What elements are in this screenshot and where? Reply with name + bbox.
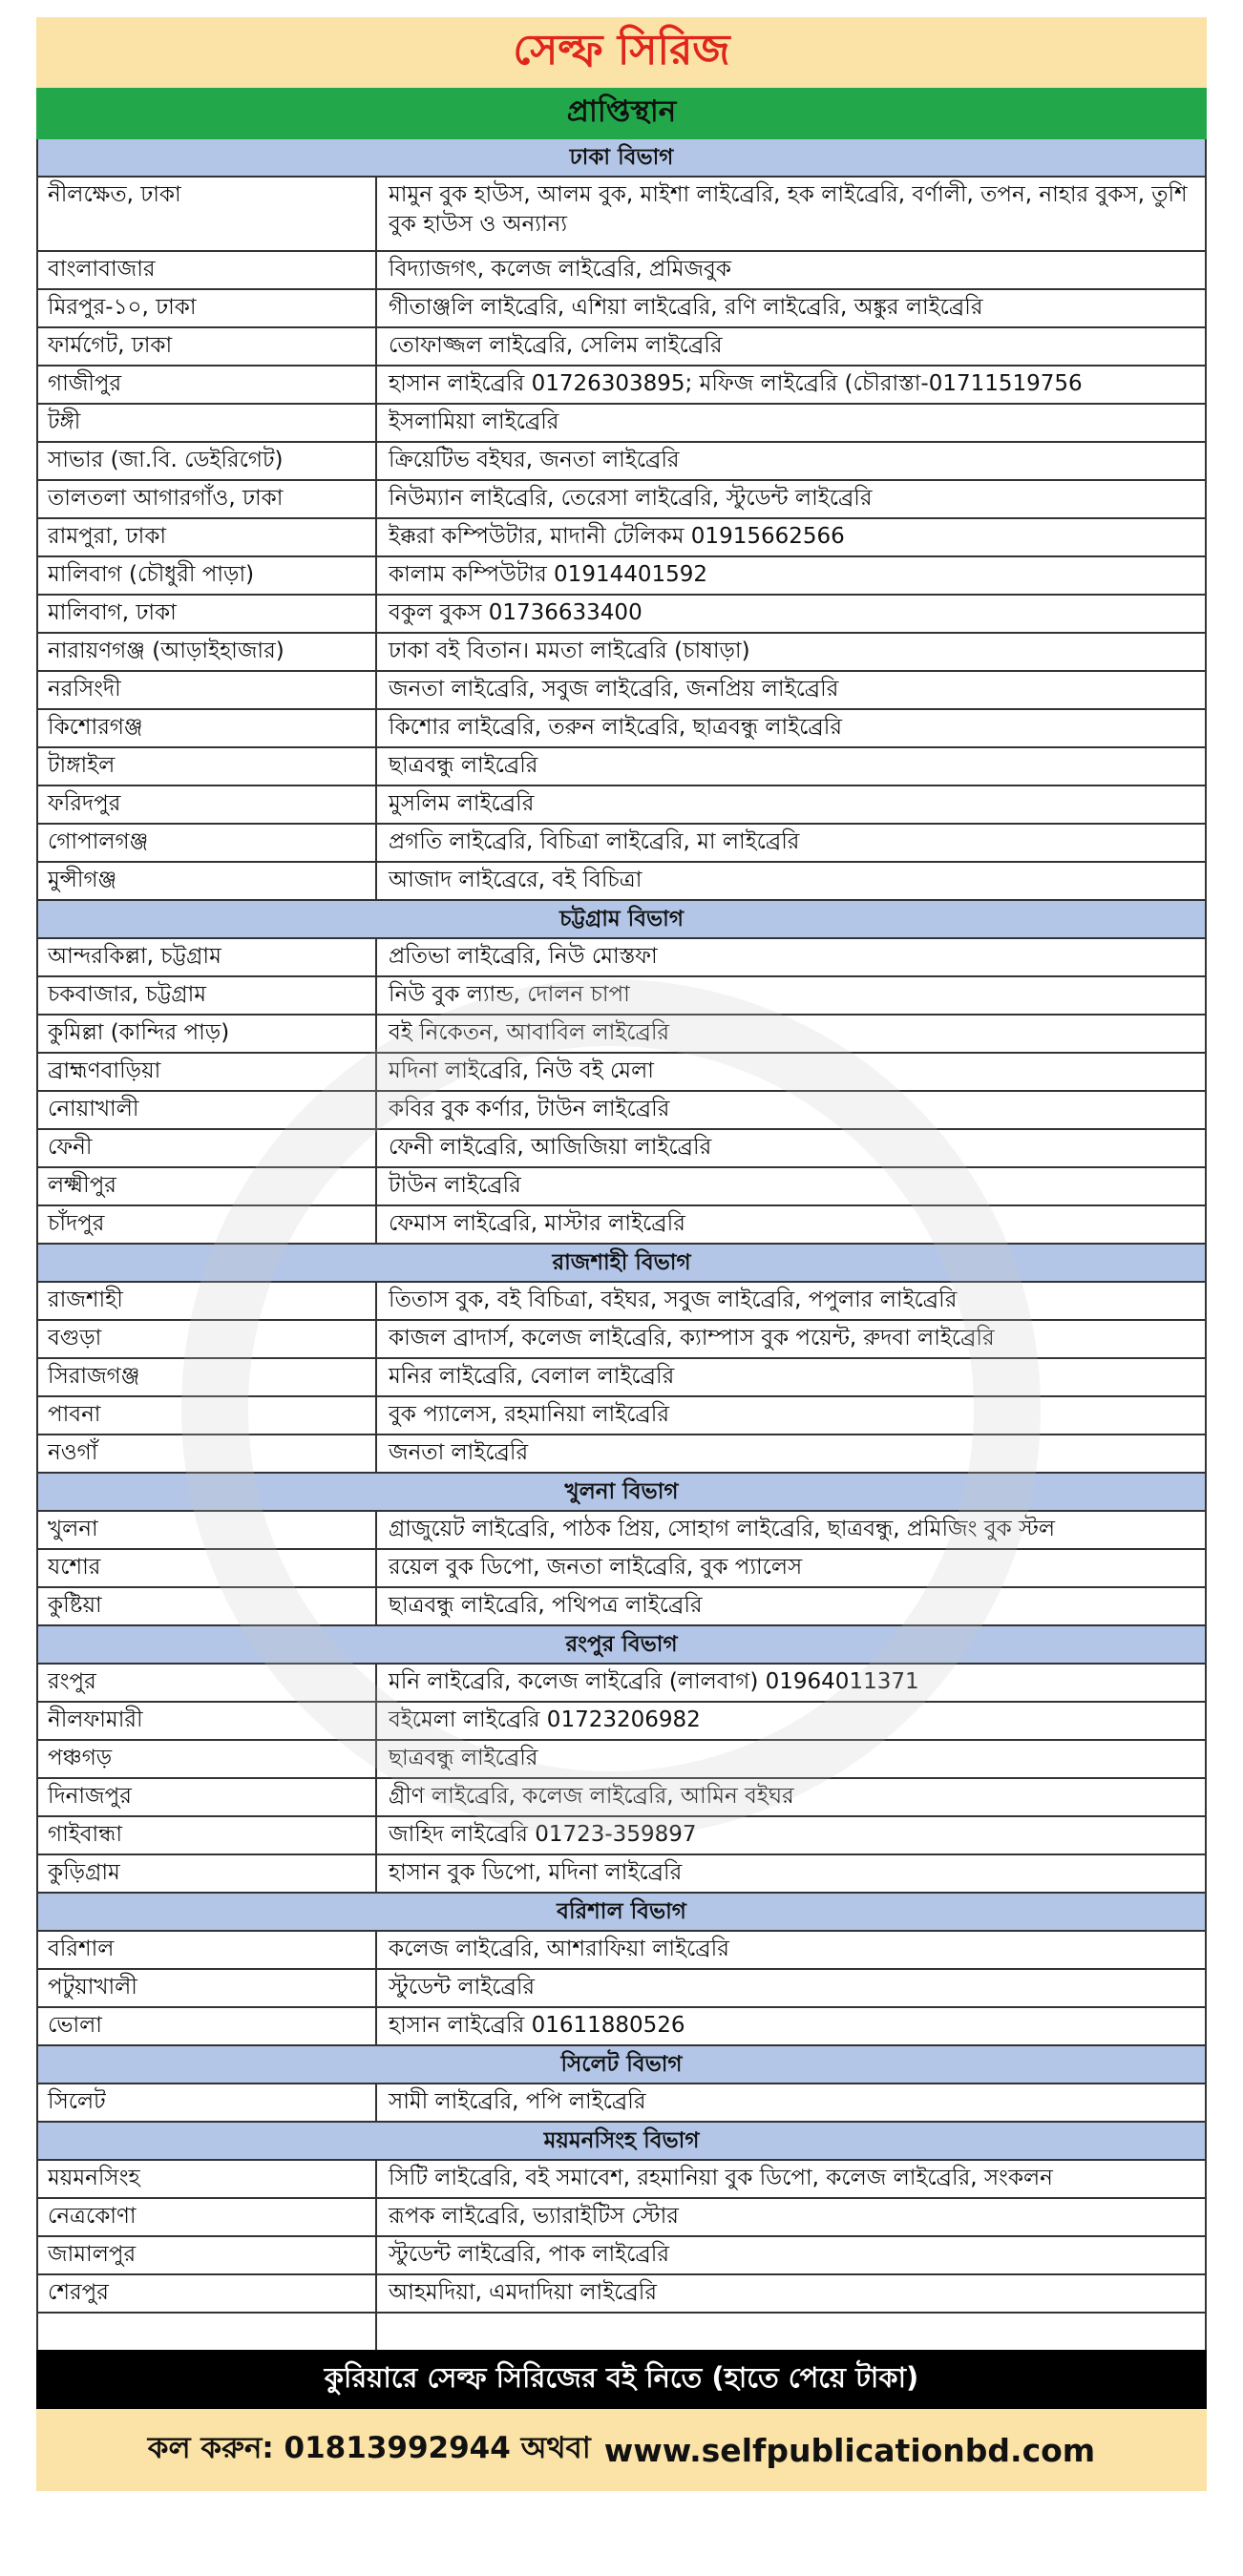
location-cell: নোয়াখালী [38,1092,377,1128]
table-row [38,1397,1205,1435]
call-text: কল করুন: 01813992944 অথবা [147,2431,591,2465]
libraries-cell: সামী লাইব্রেরি, পপি লাইব্রেরি [389,2089,646,2114]
location-cell: কুষ্টিয়া [38,1588,377,1624]
location-cell: রাজশাহী [38,1283,377,1319]
location-cell: গাইবান্ধা [38,1817,377,1853]
library-table [36,139,1207,2350]
table-row [38,178,1205,252]
libraries-cell: ছাত্রবন্ধু লাইব্রেরি [389,1746,538,1770]
location-cell: খুলনা [38,1512,377,1548]
table-row [38,443,1205,481]
table-row [38,596,1205,634]
location-cell: সিলেট [38,2084,377,2121]
location-cell: পঞ্চগড় [38,1741,377,1777]
libraries-cell: নিউম্যান লাইব্রেরি, তেরেসা লাইব্রেরি, স্টুডেন্ট লাইব্রেরি [389,486,873,511]
location-cell: মালিবাগ (চৌধুরী পাড়া) [38,557,377,594]
table-row [38,1970,1205,2008]
libraries-cell: মনির লাইব্রেরি, বেলাল লাইব্রেরি [389,1364,675,1389]
division-header: বরিশাল বিভাগ [38,1894,1205,1932]
libraries-cell: কলেজ লাইব্রেরি, আশরাফিয়া লাইব্রেরি [389,1937,729,1961]
location-cell: ময়মনসিংহ [38,2161,377,2197]
title-bar [36,17,1207,88]
libraries-cell: মদিনা লাইব্রেরি, নিউ বই মেলা [389,1058,654,1083]
libraries-cell: ইক্করা কম্পিউটার, মাদানী টেলিকম 01915662566 [389,524,845,549]
division-header: সিলেট বিভাগ [38,2046,1205,2084]
libraries-cell: ক্রিয়েটিভ বইঘর, জনতা লাইব্রেরি [389,448,680,472]
libraries-cell: গ্রাজুয়েট লাইব্রেরি, পাঠক প্রিয়, সোহাগ লাইব্রেরি, ছাত্রবন্ধু, প্রমিজিং বুক স্টল [389,1517,1056,1541]
libraries-cell: মামুন বুক হাউস, আলম বুক, মাইশা লাইব্রেরি, হক লাইব্রেরি, বর্ণালী, তপন, নাহার বুকস, তুশি বুক হাউস ও অন্যান্য [389,182,1188,237]
blank-row [38,2314,1205,2350]
division-header: রাজশাহী বিভাগ [38,1245,1205,1283]
location-cell: নওগাঁ [38,1435,377,1472]
libraries-cell: হাসান বুক ডিপো, মদিনা লাইব্রেরি [389,1860,683,1885]
table-row [38,1741,1205,1779]
table-row [38,1435,1205,1474]
location-cell: গাজীপুর [38,367,377,403]
location-cell: যশোর [38,1550,377,1586]
table-row [38,863,1205,901]
table-row [38,2084,1205,2123]
libraries-cell: ইসলামিয়া লাইব্রেরি [389,409,559,434]
libraries-cell: ফেমাস লাইব্রেরি, মাস্টার লাইব্রেরি [389,1211,685,1236]
location-cell: মুন্সীগঞ্জ [38,863,377,899]
division-header: ঢাকা বিভাগ [38,139,1205,178]
libraries-cell: প্রগতি লাইব্রেরি, বিচিত্রা লাইব্রেরি, মা লাইব্রেরি [389,829,800,854]
table-row [38,710,1205,748]
libraries-cell: জনতা লাইব্রেরি, সবুজ লাইব্রেরি, জনপ্রিয় লাইব্রেরি [389,677,839,702]
libraries-cell: ছাত্রবন্ধু লাইব্রেরি [389,753,538,778]
location-cell: আন্দরকিল্লা, চট্টগ্রাম [38,939,377,975]
location-cell: কুমিল্লা (কান্দির পাড়) [38,1016,377,1052]
table-row [38,1932,1205,1970]
location-cell: চাঁদপুর [38,1206,377,1243]
libraries-cell: বইমেলা লাইব্রেরি 01723206982 [389,1707,701,1732]
location-cell: ব্রাহ্মণবাড়িয়া [38,1054,377,1090]
libraries-cell: আজাদ লাইব্রেরে, বই বিচিত্রা [389,868,643,892]
libraries-cell: ফেনী লাইব্রেরি, আজিজিয়া লাইব্রেরি [389,1135,712,1160]
location-cell: ফেনী [38,1130,377,1166]
blank-cell [377,2314,1205,2350]
libraries-cell: হাসান লাইব্রেরি 01611880526 [389,2013,685,2038]
libraries-cell: মুসলিম লাইব্রেরি [389,791,535,816]
libraries-cell: কবির বুক কর্ণার, টাউন লাইব্রেরি [389,1097,670,1121]
location-cell: মিরপুর-১০, ঢাকা [38,290,377,326]
table-row [38,1588,1205,1626]
libraries-cell: কিশোর লাইব্রেরি, তরুন লাইব্রেরি, ছাত্রবন্ধু লাইব্রেরি [389,715,842,740]
libraries-cell: রূপক লাইব্রেরি, ভ্যারাইটিস স্টোর [389,2204,679,2229]
contact-banner [36,2409,1207,2491]
table-row [38,1321,1205,1359]
location-cell: ফার্মগেট, ঢাকা [38,328,377,365]
libraries-cell: আহমদিয়া, এমদাদিয়া লাইব্রেরি [389,2280,658,2305]
table-row [38,2161,1205,2199]
location-cell: টঙ্গী [38,405,377,441]
table-row [38,786,1205,825]
libraries-cell: স্টুডেন্ট লাইব্রেরি [389,1975,536,2000]
table-row [38,252,1205,290]
division-header: চট্টগ্রাম বিভাগ [38,901,1205,939]
libraries-cell: গ্রীণ লাইব্রেরি, কলেজ লাইব্রেরি, আমিন বইঘর [389,1784,794,1809]
libraries-cell: জনতা লাইব্রেরি [389,1440,529,1465]
libraries-cell: জাহিদ লাইব্রেরি 01723-359897 [389,1822,697,1847]
location-cell: নীলক্ষেত, ঢাকা [38,178,377,250]
table-row [38,1359,1205,1397]
location-cell: নারায়ণগঞ্জ (আড়াইহাজার) [38,634,377,670]
table-row [38,1550,1205,1588]
location-cell: টাঙ্গাইল [38,748,377,785]
location-cell: রংপুর [38,1665,377,1701]
table-row [38,557,1205,596]
location-cell: নরসিংদী [38,672,377,708]
location-cell: নীলফামারী [38,1703,377,1739]
table-row [38,2008,1205,2046]
table-row [38,2237,1205,2275]
table-row [38,2199,1205,2237]
libraries-cell: ঢাকা বই বিতান। মমতা লাইব্রেরি (চাষাড়া) [389,639,750,663]
table-row [38,1779,1205,1817]
table-row [38,1817,1205,1855]
table-row [38,1665,1205,1703]
libraries-cell: কালাম কম্পিউটার 01914401592 [389,562,708,587]
libraries-cell: নিউ বুক ল্যান্ড, দোলন চাপা [389,982,630,1007]
location-cell: জামালপুর [38,2237,377,2273]
division-header: ময়মনসিংহ বিভাগ [38,2123,1205,2161]
table-row [38,634,1205,672]
courier-banner [36,2350,1207,2409]
location-cell: বগুড়া [38,1321,377,1357]
libraries-cell: রয়েল বুক ডিপো, জনতা লাইব্রেরি, বুক প্যালেস [389,1555,803,1580]
libraries-cell: বিদ্যাজগৎ, কলেজ লাইব্রেরি, প্রমিজবুক [389,257,731,282]
division-header: খুলনা বিভাগ [38,1474,1205,1512]
libraries-cell: টাউন লাইব্রেরি [389,1173,521,1198]
table-row [38,1054,1205,1092]
blank-cell [38,2314,377,2350]
location-cell: সিরাজগঞ্জ [38,1359,377,1395]
division-header: রংপুর বিভাগ [38,1626,1205,1665]
table-row [38,405,1205,443]
libraries-cell: বকুল বুকস 01736633400 [389,600,643,625]
libraries-cell: গীতাঞ্জলি লাইব্রেরি, এশিয়া লাইব্রেরি, রণি লাইব্রেরি, অঙ্কুর লাইব্রেরি [389,295,983,320]
location-cell: শেরপুর [38,2275,377,2312]
table-row [38,1092,1205,1130]
table-row [38,367,1205,405]
table-row [38,1206,1205,1245]
location-cell: সাভার (জা.বি. ডেইরিগেট) [38,443,377,479]
subtitle-bar [36,88,1207,139]
table-row [38,2275,1205,2314]
libraries-cell: কাজল ব্রাদার্স, কলেজ লাইব্রেরি, ক্যাম্পাস বুক পয়েন্ট, রুদবা লাইব্রেরি [389,1326,995,1351]
table-row [38,1016,1205,1054]
table-row [38,672,1205,710]
courier-text: কুরিয়ারে সেল্ফ সিরিজের বই নিতে (হাতে পেয়ে টাকা) [324,2360,919,2394]
location-cell: বরিশাল [38,1932,377,1968]
libraries-cell: প্রতিভা লাইব্রেরি, নিউ মোস্তফা [389,944,658,969]
location-cell: ফরিদপুর [38,786,377,823]
libraries-cell: ছাত্রবন্ধু লাইব্রেরি, পথিপত্র লাইব্রেরি [389,1593,703,1618]
page-title: সেল্ফ সিরিজ [513,25,730,74]
libraries-cell: স্টুডেন্ট লাইব্রেরি, পাক লাইব্রেরি [389,2242,669,2267]
libraries-cell: বুক প্যালেস, রহমানিয়া লাইব্রেরি [389,1402,669,1427]
location-cell: লক্ষ্মীপুর [38,1168,377,1204]
libraries-cell: তিতাস বুক, বই বিচিত্রা, বইঘর, সবুজ লাইব্রেরি, পপুলার লাইব্রেরি [389,1288,958,1312]
table-row [38,1168,1205,1206]
table-row [38,290,1205,328]
location-cell: চকবাজার, চট্টগ্রাম [38,977,377,1014]
table-row [38,1512,1205,1550]
libraries-cell: সিটি লাইব্রেরি, বই সমাবেশ, রহমানিয়া বুক ডিপো, কলেজ লাইব্রেরি, সংকলন [389,2166,1053,2190]
location-cell: কুড়িগ্রাম [38,1855,377,1892]
location-cell: দিনাজপুর [38,1779,377,1815]
website-link[interactable]: www.selfpublicationbd.com [603,2431,1096,2469]
location-cell: কিশোরগঞ্জ [38,710,377,746]
table-row [38,1130,1205,1168]
location-cell: গোপালগঞ্জ [38,825,377,861]
table-row [38,1855,1205,1894]
page-subtitle: প্রাপ্তিস্থান [566,94,677,129]
location-cell: তালতলা আগারগাঁও, ঢাকা [38,481,377,517]
location-cell: মালিবাগ, ঢাকা [38,596,377,632]
table-row [38,977,1205,1016]
location-cell: নেত্রকোণা [38,2199,377,2235]
page [36,17,1207,2491]
location-cell: পটুয়াখালী [38,1970,377,2006]
libraries-cell: মনি লাইব্রেরি, কলেজ লাইব্রেরি (লালবাগ) 01964011371 [389,1669,919,1694]
libraries-cell: তোফাজ্জল লাইব্রেরি, সেলিম লাইব্রেরি [389,333,723,358]
table-row [38,519,1205,557]
location-cell: ভোলা [38,2008,377,2044]
table-row [38,1703,1205,1741]
location-cell: বাংলাবাজার [38,252,377,288]
libraries-cell: হাসান লাইব্রেরি 01726303895; মফিজ লাইব্রেরি (চৌরাস্তা-01711519756 [389,371,1083,396]
table-row [38,481,1205,519]
location-cell: রামপুরা, ঢাকা [38,519,377,555]
libraries-cell: বই নিকেতন, আবাবিল লাইব্রেরি [389,1020,670,1045]
table-row [38,748,1205,786]
table-row [38,328,1205,367]
location-cell: পাবনা [38,1397,377,1434]
table-row [38,1283,1205,1321]
table-row [38,825,1205,863]
table-row [38,939,1205,977]
